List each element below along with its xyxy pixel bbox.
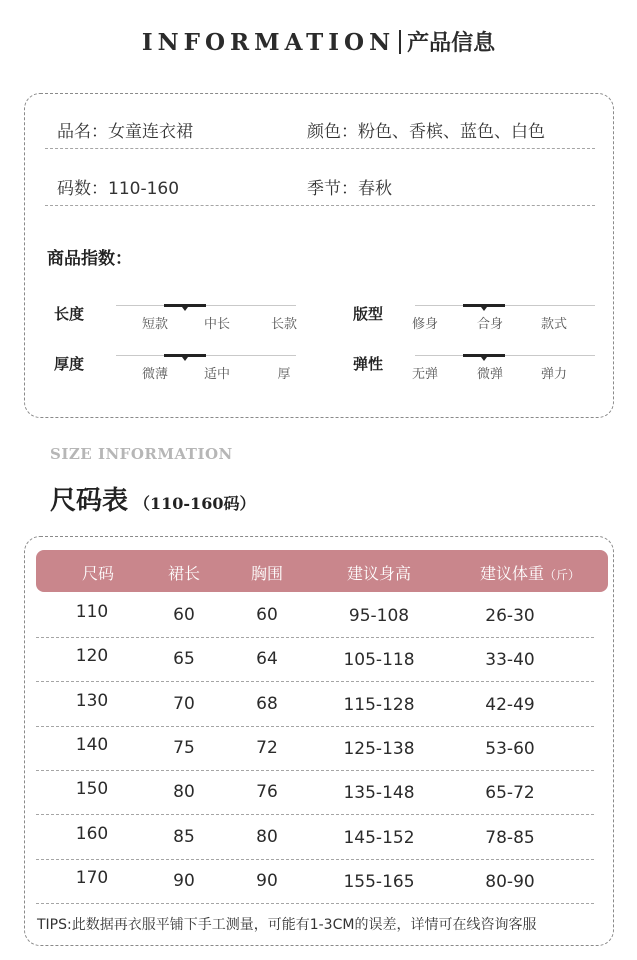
table-cell: 135-148 (343, 783, 415, 804)
scale-marker (164, 354, 206, 357)
info-row (45, 111, 595, 149)
table-cell: 120 (75, 646, 109, 667)
column-header: 胸围 (250, 564, 283, 583)
table-cell: 110 (75, 602, 109, 622)
table-cell: 145-152 (343, 827, 415, 848)
scale-marker (463, 304, 505, 307)
column-header: 建议身高 (346, 564, 411, 583)
table-cell: 60 (256, 605, 278, 625)
table-cell: 65-72 (485, 783, 535, 804)
table-cell: 76 (256, 782, 278, 803)
scale-option: 厚 (277, 367, 291, 382)
table-row (36, 683, 594, 727)
table-cell: 95-108 (348, 606, 410, 626)
table-cell: 130 (75, 690, 109, 711)
scale-option: 修身 (411, 317, 438, 332)
scale-line (415, 355, 595, 356)
scale-name: 弹性 (353, 355, 384, 373)
table-row (36, 594, 594, 638)
scale-line (116, 305, 296, 306)
scale-option: 长款 (270, 317, 297, 332)
fit-scale (353, 305, 603, 335)
table-cell: 115-128 (343, 694, 415, 715)
scale-name: 版型 (353, 305, 384, 323)
table-cell: 125-138 (343, 738, 415, 759)
size-section-title (50, 480, 255, 517)
table-cell: 64 (256, 649, 278, 670)
table-row (36, 638, 594, 682)
table-cell: 150 (75, 779, 109, 800)
table-cell: 53-60 (485, 738, 535, 759)
scale-name: 厚度 (54, 355, 85, 373)
table-row (36, 727, 594, 771)
scale-option: 微薄 (141, 367, 168, 382)
product-info-panel (24, 93, 614, 418)
column-header: 裙长 (167, 564, 200, 583)
length-scale (54, 305, 304, 335)
table-header (36, 550, 608, 592)
table-cell: 140 (75, 734, 109, 755)
table-cell: 60 (173, 605, 195, 625)
product-colors: 颜色：粉色、香槟、蓝色、白色 (307, 122, 545, 142)
product-season: 季节：春秋 (307, 179, 392, 199)
scale-marker (463, 354, 505, 357)
weight-unit: （斤） (544, 568, 581, 582)
scale-name: 长度 (54, 305, 85, 323)
scale-line (415, 305, 595, 306)
table-cell: 26-30 (485, 606, 535, 626)
index-title: 商品指数： (47, 249, 132, 269)
tips-note: TIPS:此数据再衣服平铺下手工测量，可能有1-3CM的误差，详情可在线咨询客服 (37, 917, 537, 933)
table-cell: 42-49 (485, 694, 535, 715)
table-cell: 65 (173, 649, 195, 670)
header-title-cn: 产品信息 (407, 31, 496, 56)
thickness-scale (54, 355, 304, 385)
table-cell: 33-40 (485, 650, 535, 671)
table-cell: 75 (173, 737, 195, 758)
column-header: 尺码 (81, 564, 114, 583)
scale-option: 适中 (203, 367, 230, 382)
table-cell: 155-165 (343, 871, 415, 892)
table-cell: 170 (75, 867, 109, 888)
table-cell: 90 (256, 870, 278, 891)
size-table (24, 536, 614, 946)
table-cell: 85 (173, 826, 195, 847)
scale-option: 款式 (540, 317, 567, 332)
scale-option: 微弹 (476, 367, 503, 382)
table-cell: 78-85 (485, 827, 535, 848)
header-divider (399, 30, 401, 54)
table-cell: 68 (256, 693, 278, 714)
table-cell: 72 (256, 737, 278, 758)
scale-option: 弹力 (540, 367, 567, 382)
table-cell: 70 (173, 693, 195, 714)
product-sizes: 码数：110-160 (57, 179, 180, 199)
table-cell: 105-118 (343, 650, 415, 671)
column-header-weight (462, 561, 598, 584)
table-cell: 80 (173, 782, 195, 803)
size-range: （110-160码） (134, 494, 256, 513)
scale-option: 合身 (476, 317, 503, 332)
table-row (36, 860, 594, 904)
table-cell: 160 (75, 823, 109, 844)
scale-option: 无弹 (411, 367, 438, 382)
scale-line (116, 355, 296, 356)
table-cell: 80 (256, 826, 278, 847)
scale-option: 短款 (141, 317, 168, 332)
size-section-title-en: SIZE INFORMATION (50, 445, 233, 463)
elasticity-scale (353, 355, 603, 385)
table-row (36, 816, 594, 860)
scale-option: 中长 (203, 317, 230, 332)
product-name: 品名：女童连衣裙 (57, 122, 193, 142)
header-title-en: INFORMATION (141, 29, 396, 56)
size-table-title: 尺码表 (50, 486, 129, 516)
column-header-label: 建议体重 (479, 564, 544, 583)
table-row (36, 771, 594, 815)
page-header (0, 26, 637, 57)
scale-marker (164, 304, 206, 307)
info-row (45, 168, 595, 206)
table-cell: 90 (173, 870, 195, 891)
table-cell: 80-90 (485, 871, 535, 892)
